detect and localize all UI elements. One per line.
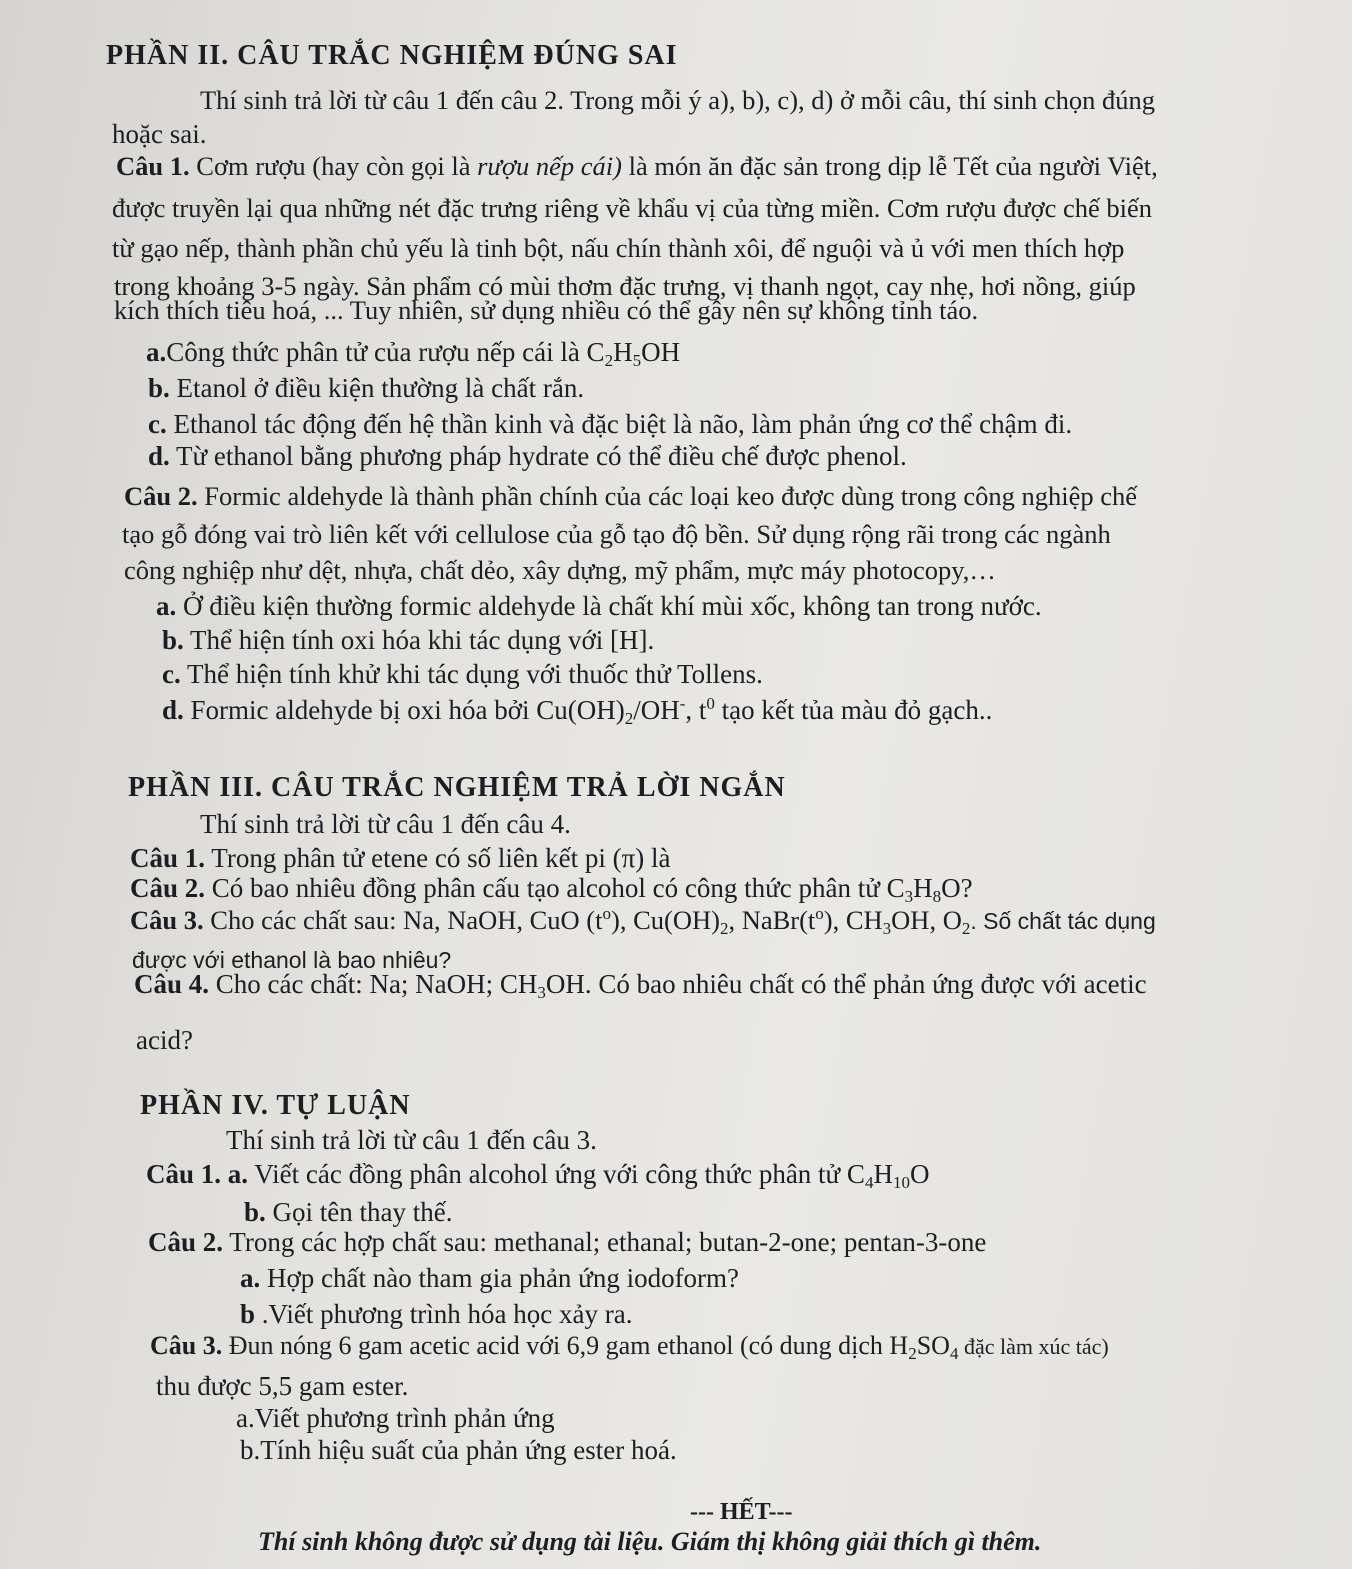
part2-intro-1: Thí sinh trả lời từ câu 1 đến câu 2. Trong mỗi ý a), b), c), d) ở mỗi câu, thí sinh chọn đúng [200,85,1156,115]
text: tạo kết tủa màu đỏ gạch.. [714,695,993,725]
superscript: o [602,904,611,923]
text: Viết các đồng phân alcohol ứng với công thức phân tử C [248,1159,865,1189]
p2-q1-option-a [146,336,680,368]
p4-q2-line1 [148,1226,986,1258]
part2-intro-2: hoặc sai. [112,119,207,149]
p4-q2-label: Câu 2. [148,1227,224,1257]
text: đặc làm xúc tác) [958,1334,1109,1359]
superscript: o [815,904,824,923]
text: ), CH [823,905,883,935]
p4-q2-option-b [240,1298,632,1330]
text: Hợp chất nào tham gia phản ứng iodoform? [260,1263,740,1293]
superscript: - [679,694,686,713]
p2-q2-line1 [124,480,1137,512]
subscript: 3 [882,919,892,938]
subscript: 8 [932,887,942,906]
text: OH [641,337,681,367]
text: Có bao nhiêu đồng phân cấu tạo alcohol có công thức phân tử C [205,873,905,903]
p3-q4-line1 [134,968,1147,1000]
option-label: a. [221,1159,249,1189]
option-label: d. [162,695,184,725]
p3-q2-label: Câu 2. [130,873,206,903]
text: SO [916,1331,950,1360]
option-label: b. [240,1435,261,1465]
text: Đun nóng 6 gam acetic acid với 6,9 gam ethanol (có dung dịch H [222,1331,909,1360]
p2-q1-line5: kích thích tiêu hoá, ... Tuy nhiên, sử dụng nhiều có thể gây nên sự không tỉnh táo. [114,295,979,325]
p2-q1-line4: trong khoảng 3-5 ngày. Sản phẩm có mùi thơm đặc trưng, vị thanh ngọt, cay nhẹ, hơi nồng, giúp [114,271,1136,301]
p3-q1-label: Câu 1. [130,843,206,873]
end-mark: --- HẾT--- [690,1499,793,1525]
part4-intro: Thí sinh trả lời từ câu 1 đến câu 3. [226,1125,597,1155]
p2-q1-label: Câu 1. [116,151,190,181]
p3-q3-line2: được với ethanol là bao nhiêu? [132,947,452,973]
part3-intro: Thí sinh trả lời từ câu 1 đến câu 4. [200,809,571,839]
text: Thể hiện tính oxi hóa khi tác dụng với [H]. [183,625,655,655]
subscript: 4 [949,1344,959,1363]
p2-q2-option-b [162,624,654,656]
subscript: 2 [719,919,729,938]
p2-q2-label: Câu 2. [124,481,198,511]
p4-q3-label: Câu 3. [150,1331,223,1360]
p2-q2-option-c [162,658,763,690]
text: H [613,337,633,367]
p2-q2-option-d [162,694,992,726]
subscript: 2 [624,709,634,728]
p2-q1-option-d [148,440,907,472]
text: O [909,1159,930,1189]
text: Trong phân tử etene có số liên kết pi (π) là [205,843,671,873]
p4-q3-option-a [236,1402,555,1434]
p2-q2-option-a [156,590,1042,622]
p2-q2-line2: tạo gỗ đóng vai trò liên kết với cellulose của gỗ tạo độ bền. Sử dụng rộng rãi trong các ngành [122,519,1111,549]
p3-q4-label: Câu 4. [134,969,210,999]
option-label: a. [146,337,167,367]
p2-q1-option-c [148,408,1072,440]
p4-q1-label: Câu 1. [146,1159,222,1189]
text: Ở điều kiện thường formic aldehyde là chất khí mùi xốc, không tan trong nước. [176,591,1042,621]
option-label: a. [156,591,177,621]
text: Thể hiện tính khử khi tác dụng với thuốc thử Tollens. [180,659,763,689]
text: Cho các chất sau: Na, NaOH, CuO (t [203,905,603,935]
subscript: 4 [864,1173,874,1192]
text: /OH [633,695,680,725]
p3-q4-line2: acid? [136,1025,193,1055]
p3-q2 [130,872,973,904]
text: Viết phương trình phản ứng [254,1403,555,1433]
text: H [873,1159,893,1189]
p2-q2-line3: công nghiệp như dệt, nhựa, chất dẻo, xây dựng, mỹ phẩm, mực máy photocopy,… [124,555,996,585]
superscript: 0 [706,694,715,713]
subscript: 3 [904,887,914,906]
p3-q3-label: Câu 3. [130,905,204,935]
text: Công thức phân tử của rượu nếp cái là C [166,337,605,367]
subscript: 5 [632,351,642,370]
p2-q1-option-b [148,372,584,404]
footer-note: Thí sinh không được sử dụng tài liệu. Giám thị không giải thích gì thêm. [258,1527,1042,1556]
text: Cơm rượu (hay còn gọi là [189,151,478,181]
p3-q3-line1 [130,904,1156,937]
p2-q1-line2: được truyền lại qua những nét đặc trưng riêng về khẩu vị của từng miền. Cơm rượu được chế biến [112,193,1153,223]
p4-q3-option-b [240,1434,677,1466]
text: Ethanol tác động đến hệ thần kinh và đặc biệt là não, làm phản ứng cơ thể chậm đi. [166,409,1073,439]
text: OH. Có bao nhiêu chất có thể phản ứng được với acetic [545,969,1147,999]
subscript: 2 [604,351,614,370]
text: , NaBr(t [728,905,816,935]
subscript: 10 [892,1173,910,1192]
text: Từ ethanol bằng phương pháp hydrate có thể điều chế được phenol. [169,441,907,471]
option-label: c. [148,409,167,439]
option-label: b. [162,625,184,655]
part2-heading: PHẦN II. CÂU TRẮC NGHIỆM ĐÚNG SAI [106,40,678,71]
text: H [913,873,933,903]
p4-q2-option-a [240,1262,739,1294]
option-label: b. [244,1197,266,1227]
text: OH, O [891,905,962,935]
option-label: a. [240,1263,261,1293]
option-label: b. [148,373,170,403]
text: . Số chất tác dụng [970,908,1156,934]
p3-q1 [130,842,670,874]
part4-heading: PHẦN IV. TỰ LUẬN [140,1090,411,1121]
subscript: 2 [908,1344,917,1363]
text: Gọi tên thay thế. [265,1197,453,1227]
option-label: a. [236,1403,255,1433]
option-label: d. [148,441,170,471]
subscript: 3 [537,983,546,1002]
p4-q1-option-b [244,1196,453,1228]
text: O? [941,873,973,903]
text: Formic aldehyde là thành phần chính của các loại keo được dùng trong công nghiệp chế [197,481,1138,511]
p4-q3-line1 [150,1330,1109,1363]
subscript: 2 [961,919,971,938]
part3-heading: PHẦN III. CÂU TRẮC NGHIỆM TRẢ LỜI NGẮN [128,772,786,803]
p2-q1-line3: từ gạo nếp, thành phần chủ yếu là tinh bột, nấu chín thành xôi, để nguội và ủ với men thích hợp [112,233,1125,263]
text: Etanol ở điều kiện thường là chất rắn. [169,373,585,403]
text: ), Cu(OH) [611,905,720,935]
option-label: b [240,1299,256,1329]
p4-q3-line2: thu được 5,5 gam ester. [156,1371,409,1401]
p4-q1-line1 [146,1158,929,1190]
text: Tính hiệu suất của phản ứng ester hoá. [260,1435,677,1465]
text: là món ăn đặc sản trong dịp lễ Tết của người Việt, [621,151,1158,181]
option-label: c. [162,659,181,689]
emphasis: rượu nếp cái) [477,151,622,181]
p2-q1-line1 [116,150,1158,182]
text: Trong các hợp chất sau: methanal; ethanal; butan-2-one; pentan-3-one [223,1227,987,1257]
text: , t [685,695,707,725]
text: Cho các chất: Na; NaOH; CH [209,969,538,999]
text: Formic aldehyde bị oxi hóa bởi Cu(OH) [183,695,625,725]
text: .Viết phương trình hóa học xảy ra. [255,1299,633,1329]
